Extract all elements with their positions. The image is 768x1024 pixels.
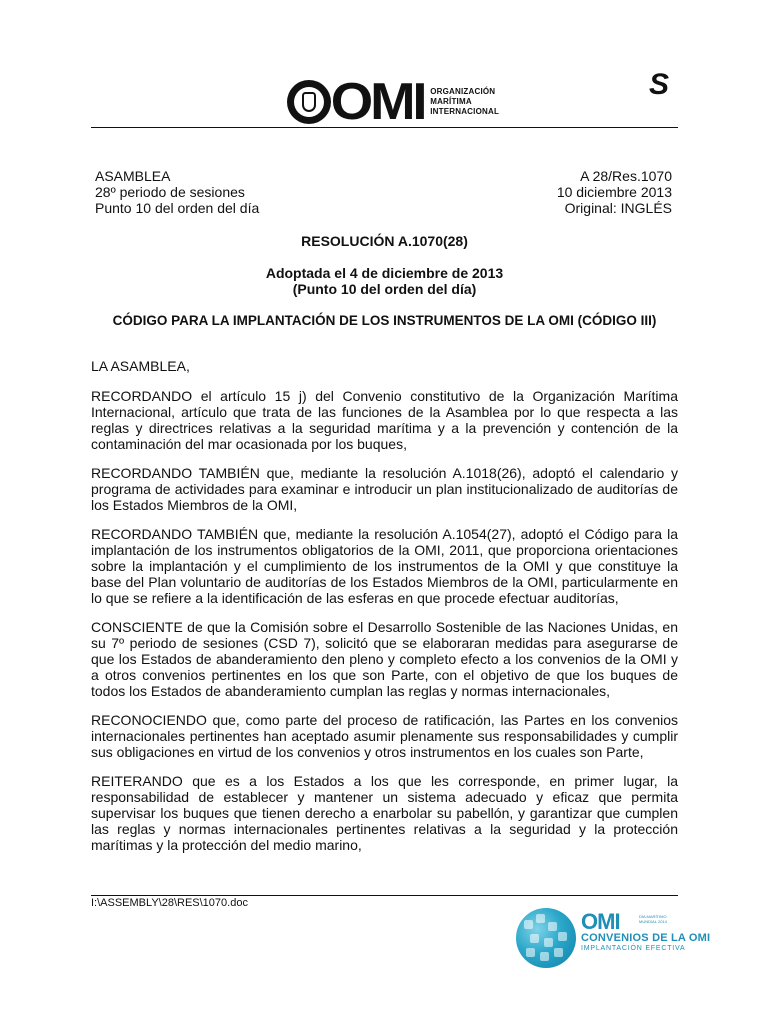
paragraph: REITERANDO que es a los Estados a los que les corresponde, en primer lugar, la responsabilidad de establecer y mantener un sistema adecuado y eficaz que permita supervisar los buques que tienen derecho a enarbolar su pabellón, y garantizar que cumplen las reglas y normas internacionales pertinentes relativas a la seguridad y la protección marítimas y la protección del medio marino, [91,773,678,853]
agenda-item: Punto 10 del orden del día [95,200,260,216]
paragraph: CONSCIENTE de que la Comisión sobre el Desarrollo Sostenible de las Naciones Unidas, en su 7º periodo de sesiones (CSD 7), solicitó que se elaboraran medidas para asegurarse de que los Estados de abanderamiento den pleno y completo efecto a los convenios de la OMI y a otros convenios pertinentes en los que son Parte, con el objetivo de que los buques de todos los Estados de abanderamiento cumplan las reglas y normas internacionales, [91,619,678,699]
paragraph: RECORDANDO TAMBIÉN que, mediante la resolución A.1018(26), adoptó el calendario y programa de actividades para examinar e introducir un plan institucionalizado de auditorías de los Estados Miembros de la OMI, [91,465,678,513]
imo-emblem-icon [287,80,331,124]
logo-text: OMI [330,73,425,131]
meta-right [557,168,672,216]
campaign-subtitle: IMPLANTACIÓN EFECTIVA [581,945,686,952]
campaign-logo-small: DÍA MARÍTIMO MUNDIAL 2014 [639,914,667,924]
campaign-logo [581,909,711,953]
globe-puzzle-icon [516,908,576,968]
org-line: ORGANIZACIÓN [430,87,496,96]
organization-name [430,87,499,117]
paragraph: RECORDANDO el artículo 15 j) del Convenio constitutivo de la Organización Marítima Internacional, artículo que trata de las funciones de la Asamblea por lo que respecta a las reglas y directrices relativas a la seguridad marítima y a la prevención y contención de la contaminación del mar ocasionada por los buques, [91,388,678,452]
session: 28º periodo de sesiones [95,184,245,200]
file-path: I:\ASSEMBLY\28\RES\1070.doc [91,897,248,909]
paragraph: RECONOCIENDO que, como parte del proceso de ratificación, las Partes en los convenios internacionales pertinentes han aceptado asumir plenamente sus responsabilidades y cumplir sus obligaciones en virtud de los convenios y otros instrumentos en los cuales son Parte, [91,712,678,760]
campaign-logo-omi: OMI [581,909,620,934]
body-name: ASAMBLEA [95,168,171,184]
code-title: CÓDIGO PARA LA IMPLANTACIÓN DE LOS INSTRUMENTOS DE LA OMI (CÓDIGO III) [112,313,657,328]
language-code: S [649,68,670,101]
paragraph: LA ASAMBLEA, [91,358,190,374]
document-date: 10 diciembre 2013 [556,184,672,200]
document-symbol: A 28/Res.1070 [580,168,672,184]
org-line: MARÍTIMA [430,97,472,106]
original-language: Original: INGLÉS [564,200,672,216]
meta-left [95,168,259,216]
campaign-title: CONVENIOS DE LA OMI [581,932,711,944]
paragraph: RECORDANDO TAMBIÉN que, mediante la resolución A.1054(27), adoptó el Código para la implantación de los instrumentos obligatorios de la OMI, 2011, que proporciona orientaciones sobre la implantación y el cumplimiento de los instrumentos de la OMI y que constituye la base del Plan voluntario de auditorías de los Estados Miembros de la OMI, particularmente en lo que se refiere a la identificación de las esferas en que procede efectuar auditorías, [91,526,678,606]
resolution-title: RESOLUCIÓN A.1070(28) [301,233,468,249]
footer-divider [91,895,678,896]
adoption-agenda: (Punto 10 del orden del día) [292,281,477,297]
adoption-date: Adoptada el 4 de diciembre de 2013 [265,265,504,281]
imo-logo [287,73,500,131]
org-line: INTERNACIONAL [430,107,500,116]
header-divider [91,127,678,128]
